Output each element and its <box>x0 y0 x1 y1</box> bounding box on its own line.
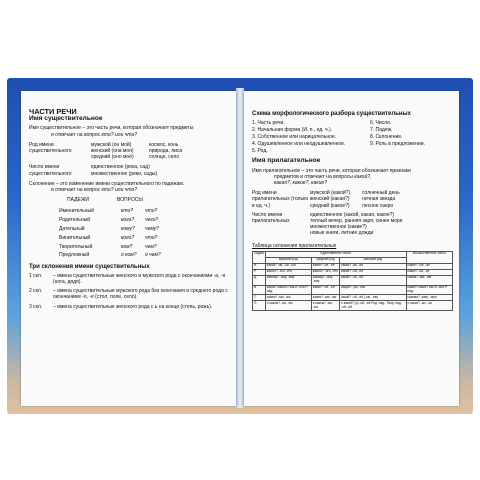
adjective-heading: Имя прилагательное <box>252 157 321 165</box>
table-row <box>253 301 453 311</box>
table-cell: Т. <box>253 295 266 301</box>
adjective-number-block: Число имени прилагательных единственное (какой, какая, какое?) теплый вечер, ранняя заря, синее море множественное (какие?) новые книги, летние дожди <box>252 211 403 237</box>
three-declensions-heading: Три склонения имени существительных <box>29 263 150 270</box>
table-cell: Р. <box>253 269 266 275</box>
declension-3: 3 скл. – имена существительные женского рода с ь на конце (степь, рожь). <box>29 303 213 310</box>
table-cell: какой? -ой, -ей (-ою, -ею) <box>340 295 406 301</box>
table-cell: какую? -ую, -юю <box>340 285 406 295</box>
scheme-list: 1. Часть речи. 6. Число. 2. Начальная форма (И. п., ед. ч.). 7. Падеж. 3. Собственное или нарицательное. 8. Склонение. 4. Одушевленное или неодушевленное. 9. Роль в предложении. 5. Род. <box>252 120 425 155</box>
table-cell: И. <box>253 263 266 269</box>
cases-list: Именительный кто? что? Родительный кого? чего? Дательный кому? чему? Винительный кого? что? Творительный кем? чем? Предложный о ком? о чем? <box>59 208 161 259</box>
table-cell: о каких? -ых, -их <box>406 301 452 311</box>
declension-definition: Склонение – это изменение имени существительного по падежам. и отвечает на вопрос кто? или что? <box>29 180 185 194</box>
table-cell: о каком? -ом, -ем <box>265 301 311 311</box>
table-cell: какому? -ому, -ему <box>265 275 311 285</box>
table-cell: какой? -ой, -ей <box>340 269 406 275</box>
table-cell: какого? -ого, -его <box>312 269 338 274</box>
adjective-declension-table: Падеж Единственное число Множественное число мужской род средний род женский род И. какой? -ий, -ой, -ый какое? -ое, -ее какая? -ая, -яя какие? -ые, -ие Р. какого? -ого, -его какого? -ого, -его какой? -ой, -ей каких? -ых, -их Д. какому? -ому, -ему какому? -ому, -ему какой? -ой, -ей каким? -ым, -им В. какой? какого? как И. или Р. пад. какое? -ое, -ее какую? -ую, -юю какие? каких? как И. или Р. пад. Т. каким? -ым, -им каким? -ым, -им какой? -ой, -ей (-ою, -ею) какими? -ыми, -ими П. о каком? -ом, -ем о каком? -ом, -ем о какой? (о) -ой, -ей Род. пад., Твор. пад. -ой, -ей о каких? -ых, -их <box>252 251 453 311</box>
table-cell: П. <box>253 301 266 311</box>
table-cell: Д. <box>253 275 266 285</box>
adjective-definition: Имя прилагательное – это часть речи, которая обозначает признаки предметов и отвечает на вопросы какой?, какая?, какое?, какие? <box>252 167 411 187</box>
right-page <box>244 91 459 406</box>
table-cell: какая? -ая, -яя <box>340 263 406 269</box>
table-cell: какой? -ий, -ой, -ый <box>265 263 311 269</box>
table-caption: Таблица склонения прилагательных <box>252 242 337 249</box>
table-cell: какие? каких? как И. или Р. пад. <box>406 285 452 295</box>
table-cell: какое? -ое, -ее <box>311 263 339 269</box>
noun-gender-block: Род имени существительного мужской (он мой) космос, конь женский (она моя) природа, лиса средний (оно моё) солнце, село <box>29 141 183 161</box>
table-cell: какое? -ое, -ее <box>311 285 339 295</box>
adjective-gender-block: Род имени прилагательных (только в ед. ч.) мужской (какой?) солнечный день женский (какая?) ночная звезда средний (какое?) лесное озеро <box>252 190 400 209</box>
table-cell: какой? какого? как И. или Р. пад. <box>265 285 311 295</box>
table-cell: какой? -ой, -ей <box>340 275 406 285</box>
table-cell: о каком? -ом, -ем <box>311 301 339 311</box>
table-row <box>253 285 453 295</box>
table-row <box>253 275 453 285</box>
noun-heading: Имя существительное <box>29 115 103 123</box>
table-cell: какими? -ыми, -ими <box>406 295 452 301</box>
cases-table: ПАДЕЖИ ВОПРОСЫ <box>67 197 143 204</box>
declension-2: 2 скл. – имена существительные мужского рода без окончания и среднего рода с окончанием -о, -е (стол, поле, село). <box>29 288 228 301</box>
noun-definition: Имя существительное – это часть речи, которая обозначает предметы и отвечает на вопрос кто? или что? <box>29 125 194 138</box>
scheme-heading: Схема морфологического разбора существительных <box>252 111 411 117</box>
table-cell: каким? -ым, -им <box>265 295 311 301</box>
table-cell: В. <box>253 285 266 295</box>
table-cell: каким? -ым, -им <box>311 295 339 301</box>
table-cell: какие? -ые, -ие <box>406 263 452 269</box>
notebook-spine <box>236 88 244 408</box>
table-cell: о какой? (о) -ой, -ей Род. пад., Твор. пад. -ой, -ей <box>340 301 406 311</box>
table-cell: какого? -ого, -его <box>265 269 311 275</box>
table-cell: каких? -ых, -их <box>406 269 452 275</box>
page-title: ЧАСТИ РЕЧИ <box>29 107 77 116</box>
declension-1: 1 скл. – имена существительные женского и мужского рода с окончаниями -а, -я (нога, дядя). <box>29 272 226 286</box>
noun-number-block: Число имени существительного единственное (река, сад) множественное (реки, сады) <box>29 164 158 177</box>
table-cell: каким? -ым, -им <box>406 275 452 285</box>
table-cell: какому? -ому, -ему <box>311 275 339 285</box>
left-page <box>21 91 236 406</box>
